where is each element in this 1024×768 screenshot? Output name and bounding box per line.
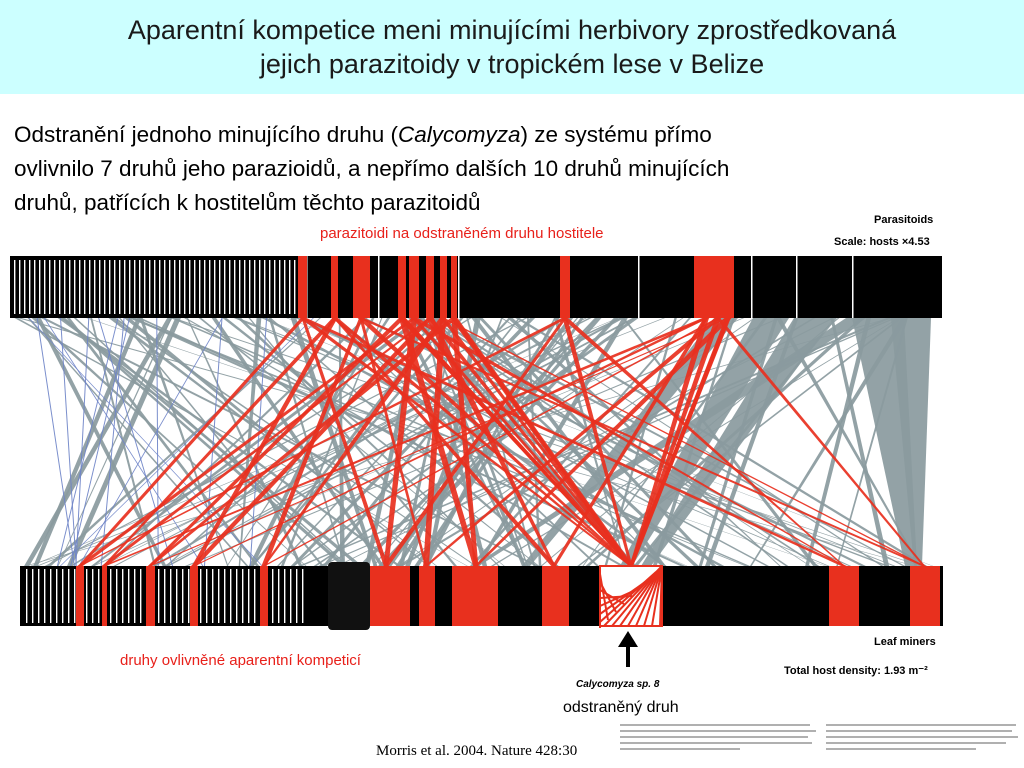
leaf-miner-divider bbox=[296, 569, 297, 623]
parasitoid-divider bbox=[239, 260, 240, 314]
parasitoid-divider bbox=[289, 260, 290, 314]
parasitoid-divider bbox=[179, 260, 180, 314]
parasitoid-divider bbox=[54, 260, 55, 314]
parasitoid-divider bbox=[39, 260, 40, 314]
leaf-miner-divider bbox=[74, 569, 75, 623]
leaf-miner-divider bbox=[224, 569, 225, 623]
leaf-miner-divider bbox=[26, 569, 27, 623]
body-line-3: druhů, patřících k hostitelům těchto parazitoidů bbox=[14, 190, 481, 215]
parasitoids-label: Parasitoids bbox=[874, 214, 934, 226]
parasitoid-divider bbox=[59, 260, 60, 314]
parasitoid-divider bbox=[64, 260, 65, 314]
parasitoid-divider bbox=[796, 256, 798, 318]
leaf-miner-divider bbox=[278, 569, 279, 623]
parasitoid-divider bbox=[234, 260, 235, 314]
leaf-miner-affected bbox=[102, 566, 107, 626]
leaf-miner-divider bbox=[188, 569, 189, 623]
parasitoid-divider bbox=[169, 260, 170, 314]
parasitoid-divider bbox=[29, 260, 30, 314]
parasitoid-divider bbox=[149, 260, 150, 314]
leaf-miner-divider bbox=[284, 569, 285, 623]
leaf-miner-divider bbox=[200, 569, 201, 623]
parasitoid-divider bbox=[209, 260, 210, 314]
parasitoid-divider bbox=[69, 260, 70, 314]
parasitoid-divider bbox=[189, 260, 190, 314]
parasitoid-divider bbox=[139, 260, 140, 314]
leaf-miner-divider bbox=[92, 569, 93, 623]
parasitoid-divider bbox=[229, 260, 230, 314]
parasitoid-divider bbox=[34, 260, 35, 314]
parasitoid-divider bbox=[274, 260, 275, 314]
parasitoid-divider bbox=[159, 260, 160, 314]
parasitoid-divider bbox=[14, 260, 15, 314]
parasitoid-divider bbox=[94, 260, 95, 314]
parasitoid-on-removed-host bbox=[331, 256, 338, 318]
trophic-link bbox=[62, 318, 363, 566]
parasitoid-divider bbox=[184, 260, 185, 314]
leaf-miner-affected bbox=[190, 566, 198, 626]
parasitoid-on-removed-host bbox=[426, 256, 434, 318]
leaf-miner-divider bbox=[182, 569, 183, 623]
leaf-miner-divider bbox=[110, 569, 111, 623]
leaf-miner-divider bbox=[230, 569, 231, 623]
leaf-miner-affected bbox=[910, 566, 940, 626]
leaf-miner-affected bbox=[829, 566, 859, 626]
parasitoid-on-removed-host bbox=[409, 256, 419, 318]
body-line-1-start: Odstranění jednoho minujícího druhu ( bbox=[14, 122, 398, 147]
parasitoid-divider bbox=[194, 260, 195, 314]
leaf-miner-divider bbox=[206, 569, 207, 623]
leaf-miner-block bbox=[328, 562, 370, 630]
parasitoid-divider bbox=[254, 260, 255, 314]
parasitoid-divider bbox=[378, 256, 380, 318]
leaf-miner-divider bbox=[140, 569, 141, 623]
leaf-miner-divider bbox=[116, 569, 117, 623]
parasitoid-divider bbox=[224, 260, 225, 314]
annotation-top: parazitoidi na odstraněném druhu hostitele bbox=[320, 225, 604, 242]
leaf-miner-bar bbox=[20, 562, 943, 630]
leaf-miner-divider bbox=[122, 569, 123, 623]
parasitoid-divider bbox=[164, 260, 165, 314]
parasitoid-divider bbox=[24, 260, 25, 314]
removed-species-caption: odstraněný druh bbox=[563, 699, 679, 716]
leaf-miner-divider bbox=[164, 569, 165, 623]
caption-snippet-2 bbox=[826, 724, 1022, 768]
leaf-miner-affected bbox=[146, 566, 155, 626]
food-web-figure bbox=[6, 205, 961, 700]
body-line-1-end: ) ze systému přímo bbox=[520, 122, 712, 147]
parasitoid-divider bbox=[119, 260, 120, 314]
parasitoid-divider bbox=[129, 260, 130, 314]
parasitoid-on-removed-host bbox=[694, 256, 734, 318]
leaf-miner-divider bbox=[212, 569, 213, 623]
leaf-miner-affected bbox=[76, 566, 84, 626]
leaf-miner-divider bbox=[86, 569, 87, 623]
slide-title-line-1: Aparentní kompetice meni minujícími herbivory zprostředkovaná bbox=[127, 15, 897, 45]
parasitoid-on-removed-host bbox=[398, 256, 406, 318]
body-line-2: ovlivnilo 7 druhů jeho parazioidů, a nepřímo dalších 10 druhů minujících bbox=[14, 156, 730, 181]
parasitoid-divider bbox=[109, 260, 110, 314]
leaf-miner-divider bbox=[170, 569, 171, 623]
parasitoid-divider bbox=[99, 260, 100, 314]
annotation-bottom: druhy ovlivněné aparentní kompeticí bbox=[120, 652, 361, 669]
leaf-miner-divider bbox=[68, 569, 69, 623]
parasitoid-divider bbox=[294, 260, 295, 314]
leaf-miner-affected bbox=[370, 566, 410, 626]
food-web-svg bbox=[6, 205, 961, 700]
removed-species-label: Calycomyza sp. 8 bbox=[576, 679, 660, 690]
parasitoid-divider bbox=[89, 260, 90, 314]
parasitoid-divider bbox=[852, 256, 854, 318]
slide-title-line-2: jejich parazitoidy v tropickém lese v Belize bbox=[259, 49, 765, 79]
leaf-miner-affected bbox=[542, 566, 569, 626]
title-band bbox=[0, 0, 1024, 94]
leaf-miner-divider bbox=[290, 569, 291, 623]
parasitoid-divider bbox=[244, 260, 245, 314]
leaf-miner-divider bbox=[272, 569, 273, 623]
arrow-icon bbox=[618, 631, 638, 667]
body-line-1 bbox=[14, 118, 1014, 152]
leaf-miner-divider bbox=[302, 569, 303, 623]
leaf-miner-divider bbox=[32, 569, 33, 623]
leaf-miner-divider bbox=[248, 569, 249, 623]
parasitoid-divider bbox=[114, 260, 115, 314]
parasitoid-on-removed-host bbox=[560, 256, 570, 318]
leaf-miner-divider bbox=[236, 569, 237, 623]
leaf-miner-affected bbox=[452, 566, 498, 626]
parasitoid-divider bbox=[259, 260, 260, 314]
leaf-miner-divider bbox=[56, 569, 57, 623]
parasitoid-on-removed-host bbox=[451, 256, 457, 318]
species-name-italic: Calycomyza bbox=[397, 122, 521, 147]
parasitoid-divider bbox=[751, 256, 753, 318]
leaf-miner-divider bbox=[44, 569, 45, 623]
citation: Morris et al. 2004. Nature 428:30 bbox=[376, 743, 578, 759]
leaf-miner-divider bbox=[254, 569, 255, 623]
parasitoid-divider bbox=[638, 256, 640, 318]
leaf-miner-divider bbox=[218, 569, 219, 623]
leaf-miner-divider bbox=[62, 569, 63, 623]
parasitoid-divider bbox=[44, 260, 45, 314]
leaf-miner-divider bbox=[242, 569, 243, 623]
parasitoid-divider bbox=[104, 260, 105, 314]
leaf-miner-divider bbox=[128, 569, 129, 623]
leaf-miner-affected bbox=[260, 566, 268, 626]
parasitoid-divider bbox=[49, 260, 50, 314]
parasitoid-divider bbox=[19, 260, 20, 314]
parasitoid-divider bbox=[204, 260, 205, 314]
leaf-miner-divider bbox=[134, 569, 135, 623]
parasitoid-divider bbox=[84, 260, 85, 314]
leaf-miner-divider bbox=[98, 569, 99, 623]
parasitoid-divider bbox=[249, 260, 250, 314]
parasitoid-divider bbox=[269, 260, 270, 314]
parasitoid-divider bbox=[154, 260, 155, 314]
parasitoid-divider bbox=[134, 260, 135, 314]
parasitoid-divider bbox=[458, 256, 460, 318]
parasitoid-divider bbox=[144, 260, 145, 314]
parasitoid-divider bbox=[174, 260, 175, 314]
leaf-miners-label: Leaf miners bbox=[874, 636, 936, 648]
leaf-miner-divider bbox=[176, 569, 177, 623]
caption-snippet-1 bbox=[620, 724, 820, 768]
parasitoid-divider bbox=[214, 260, 215, 314]
parasitoid-on-removed-host bbox=[353, 256, 370, 318]
parasitoid-divider bbox=[279, 260, 280, 314]
parasitoids-scale: Scale: hosts ×4.53 bbox=[834, 236, 930, 248]
parasitoid-divider bbox=[264, 260, 265, 314]
parasitoid-divider bbox=[284, 260, 285, 314]
leaf-miner-divider bbox=[38, 569, 39, 623]
parasitoid-on-removed-host bbox=[440, 256, 447, 318]
trophic-links bbox=[14, 318, 933, 566]
parasitoid-on-removed-host bbox=[298, 256, 307, 318]
parasitoid-divider bbox=[199, 260, 200, 314]
parasitoid-divider bbox=[219, 260, 220, 314]
leaf-miner-divider bbox=[50, 569, 51, 623]
total-density: Total host density: 1.93 m⁻² bbox=[784, 665, 928, 677]
leaf-miner-affected bbox=[419, 566, 435, 626]
parasitoid-divider bbox=[74, 260, 75, 314]
parasitoid-divider bbox=[79, 260, 80, 314]
parasitoid-divider bbox=[124, 260, 125, 314]
parasitoid-bar bbox=[10, 256, 942, 318]
leaf-miner-divider bbox=[158, 569, 159, 623]
